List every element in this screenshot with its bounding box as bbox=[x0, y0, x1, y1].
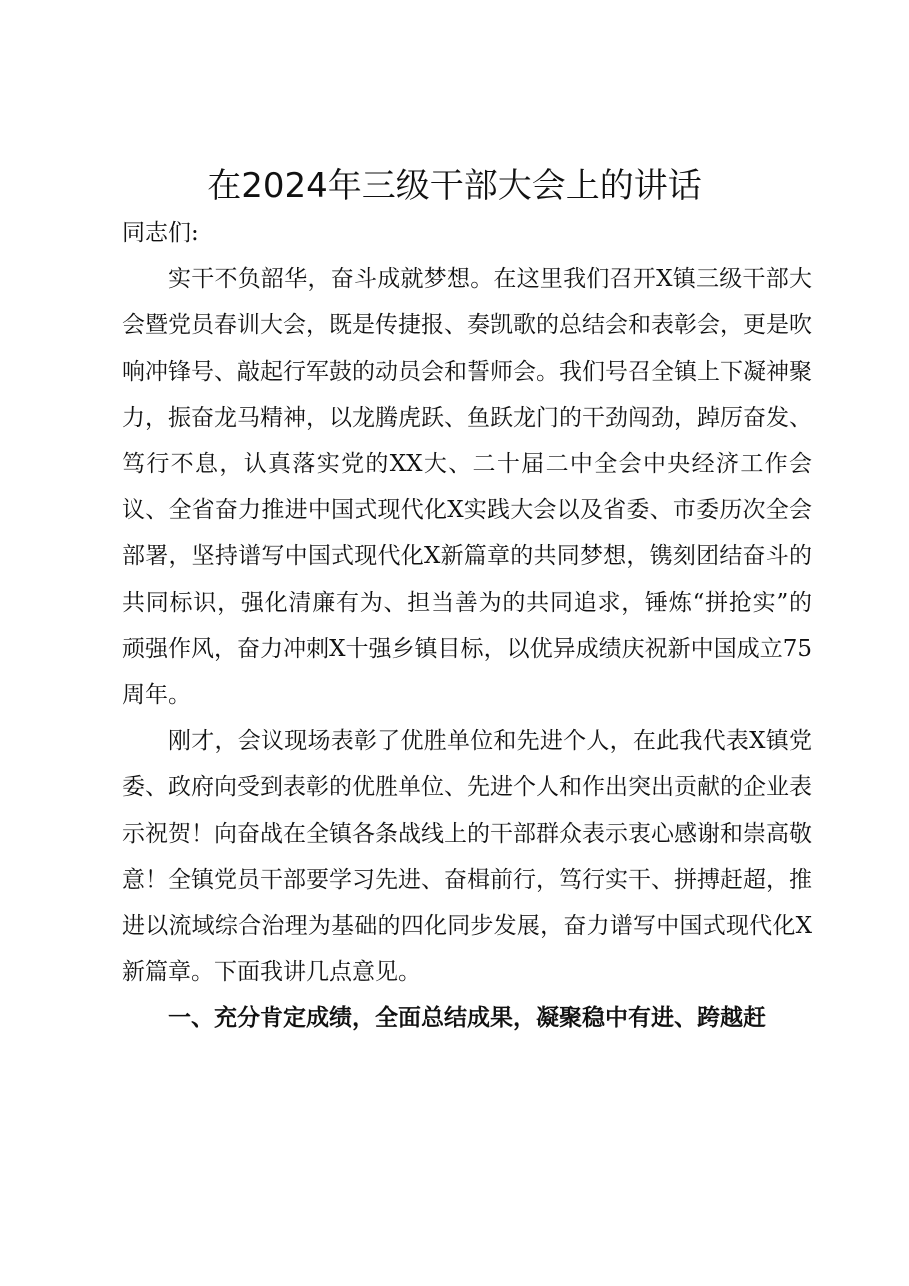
document-body bbox=[122, 210, 812, 1042]
paragraph-opening: 实干不负韶华，奋斗成就梦想。在这里我们召开X镇三级干部大会暨党员春训大会，既是传捷报、奏凯歌的总结会和表彰会，更是吹响冲锋号、敲起行军鼓的动员会和誓师会。我们号召全镇上下凝神聚力，振奋龙马精神，以龙腾虎跃、鱼跃龙门的干劲闯劲，踔厉奋发、笃行不息，认真落实党的XX大、二十届二中全会中央经济工作会议、全省奋力推进中国式现代化X实践大会以及省委、市委历次全会部署，坚持谱写中国式现代化X新篇章的共同梦想，镌刻团结奋斗的共同标识，强化清廉有为、担当善为的共同追求，锤炼“拼抢实”的顽强作风，奋力冲刺X十强乡镇目标，以优异成绩庆祝新中国成立75周年。 bbox=[122, 266, 812, 709]
document-title: 在2024年三级干部大会上的讲话 bbox=[207, 166, 702, 206]
section-heading-1: 一、充分肯定成绩，全面总结成果，凝聚稳中有进、跨越赶 bbox=[168, 1005, 766, 1032]
paragraph-commendation: 刚才，会议现场表彰了优胜单位和先进个人，在此我代表X镇党委、政府向受到表彰的优胜单位、先进个人和作出突出贡献的企业表示祝贺！向奋战在全镇各条战线上的干部群众表示衷心感谢和崇高敬意！全镇党员干部要学习先进、奋楫前行，笃行实干、拼搏赶超，推进以流域综合治理为基础的四化同步发展，奋力谱写中国式现代化X新篇章。下面我讲几点意见。 bbox=[122, 728, 812, 986]
salutation: 同志们: bbox=[122, 220, 199, 246]
